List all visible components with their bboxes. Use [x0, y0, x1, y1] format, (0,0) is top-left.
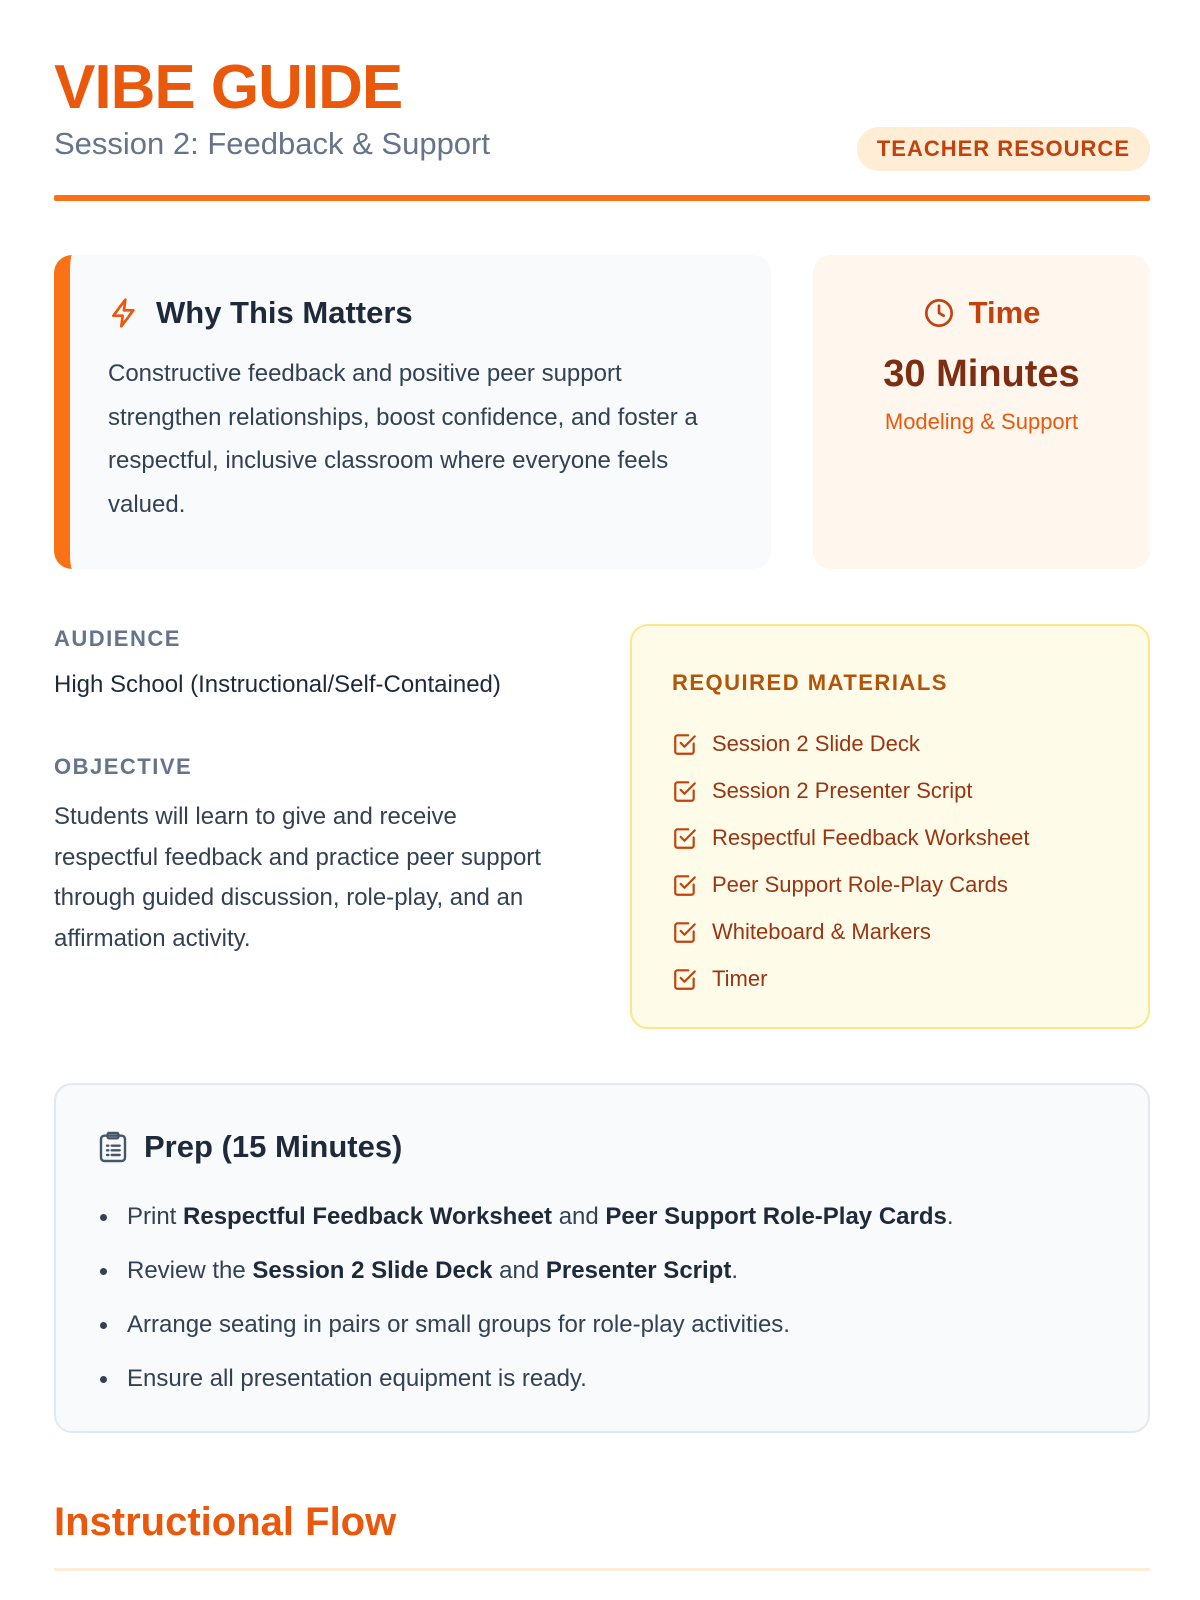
material-label: Session 2 Presenter Script	[712, 777, 973, 803]
prep-item	[100, 1352, 954, 1406]
flow-divider	[54, 1568, 1150, 1571]
audience-value: High School (Instructional/Self-Contained)	[54, 671, 501, 698]
prep-item	[100, 1244, 954, 1298]
session-subtitle: Session 2: Feedback & Support	[54, 126, 490, 161]
why-body: Constructive feedback and positive peer support strengthen relationships, boost confidence, and foster a respectful, inclusive classroom where everyone feels valued.	[108, 360, 698, 518]
page-title: VIBE GUIDE	[54, 53, 403, 122]
materials-title: REQUIRED MATERIALS	[672, 670, 948, 695]
material-label: Session 2 Slide Deck	[712, 730, 920, 756]
materials-list	[672, 720, 1030, 1002]
objective-label: OBJECTIVE	[54, 754, 193, 779]
prep-title: Prep (15 Minutes)	[144, 1129, 403, 1164]
prep-emphasis: Peer Support Role-Play Cards	[605, 1203, 947, 1230]
material-label: Peer Support Role-Play Cards	[712, 871, 1008, 897]
time-label: Time	[968, 295, 1041, 330]
prep-item	[100, 1190, 954, 1244]
prep-heading	[98, 1129, 402, 1165]
prep-item	[100, 1298, 954, 1352]
why-heading	[108, 295, 413, 331]
bullet-icon	[100, 1322, 107, 1329]
prep-emphasis: Respectful Feedback Worksheet	[183, 1203, 553, 1230]
why-this-matters-card	[54, 255, 771, 569]
prep-text: Ensure all presentation equipment is ready.	[127, 1365, 587, 1392]
prep-list	[100, 1190, 954, 1406]
material-item	[672, 955, 1030, 1002]
prep-emphasis: Presenter Script	[545, 1257, 732, 1284]
material-label: Timer	[712, 965, 768, 991]
instructional-flow-heading: Instructional Flow	[54, 1500, 397, 1544]
prep-text: Review the	[127, 1257, 253, 1284]
why-title: Why This Matters	[156, 295, 413, 330]
time-subtitle: Modeling & Support	[884, 409, 1079, 434]
checkbox-icon	[672, 919, 698, 945]
time-value: 30 Minutes	[883, 353, 1080, 395]
material-item	[672, 908, 1030, 955]
checkbox-icon	[672, 778, 698, 804]
prep-text: and	[552, 1203, 606, 1230]
material-label: Whiteboard & Markers	[712, 918, 931, 944]
material-label: Respectful Feedback Worksheet	[712, 824, 1030, 850]
prep-text: Print	[127, 1203, 184, 1230]
teacher-resource-badge: TEACHER RESOURCE	[857, 127, 1150, 171]
material-item	[672, 720, 1030, 767]
prep-card	[54, 1083, 1150, 1433]
bullet-icon	[100, 1268, 107, 1275]
clipboard-icon	[98, 1131, 128, 1163]
lightning-icon	[108, 297, 140, 329]
prep-text: .	[731, 1257, 738, 1284]
material-item	[672, 861, 1030, 908]
header-divider	[54, 195, 1150, 201]
material-item	[672, 767, 1030, 814]
prep-text: .	[946, 1203, 954, 1230]
prep-text: and	[492, 1257, 546, 1284]
audience-label: AUDIENCE	[54, 626, 181, 651]
checkbox-icon	[672, 966, 698, 992]
time-heading	[813, 295, 1150, 331]
checkbox-icon	[672, 731, 698, 757]
bullet-icon	[100, 1376, 107, 1383]
prep-text: Arrange seating in pairs or small groups for role-play activities.	[127, 1311, 790, 1338]
objective-value: Students will learn to give and receive respectful feedback and practice peer support through guided discussion, role-play, and an affirmation activity.	[54, 803, 541, 952]
required-materials-card	[630, 624, 1150, 1029]
checkbox-icon	[672, 825, 698, 851]
prep-emphasis: Session 2 Slide Deck	[252, 1257, 493, 1284]
bullet-icon	[100, 1214, 107, 1221]
checkbox-icon	[672, 872, 698, 898]
clock-icon	[923, 297, 955, 329]
time-card	[813, 255, 1150, 569]
material-item	[672, 814, 1030, 861]
